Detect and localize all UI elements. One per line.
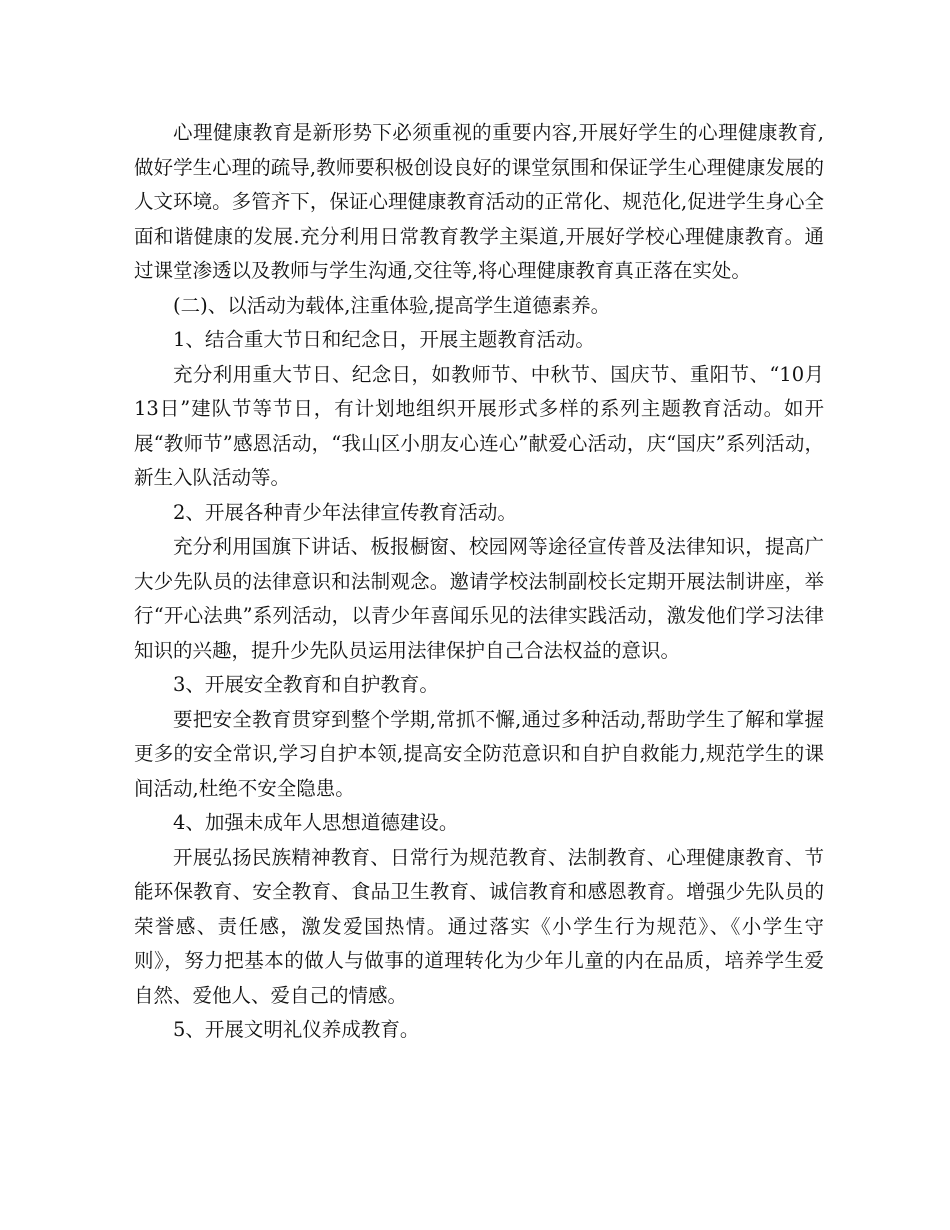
item-heading-3: 3、开展安全教育和自护教育。 — [173, 673, 439, 696]
paragraph-law-education: 充分利用国旗下讲话、板报橱窗、校园网等途径宣传普及法律知识，提高广大少先队员的法律意识和法制观念。邀请学校法制副校长定期开展法制讲座，举行“开心法典”系列活动，以青少年喜闻乐见的法律实践活动，激发他们学习法律知识的兴趣，提升少先队员运用法律保护自己合法权益的意识。 — [134, 535, 824, 662]
item-heading-4: 4、加强未成年人思想道德建设。 — [173, 811, 459, 834]
document-body — [134, 116, 824, 1048]
item-heading-1: 1、结合重大节日和纪念日，开展主题教育活动。 — [173, 328, 595, 351]
item-heading-2: 2、开展各种青少年法律宣传教育活动。 — [173, 500, 517, 524]
paragraph-moral-education: 开展弘扬民族精神教育、日常行为规范教育、法制教育、心理健康教育、节能环保教育、安全教育、食品卫生教育、诚信教育和感恩教育。增强少先队员的荣誉感、责任感，激发爱国热情。通过落实《小学生行为规范》、《小学生守则》，努力把基本的做人与做事的道理转化为少年儿童的内在品质，培养学生爱自然、爱他人、爱自己的情感。 — [134, 845, 824, 1007]
section-heading-activities: (二)、以活动为载体,注重体验,提高学生道德素养。 — [173, 293, 611, 317]
paragraph-mental-health: 心理健康教育是新形势下必须重视的重要内容,开展好学生的心理健康教育,做好学生心理的疏导,教师要积极创设良好的课堂氛围和保证学生心理健康发展的人文环境。多管齐下，保证心理健康教育活动的正常化、规范化,促进学生身心全面和谐健康的发展.充分利用日常教育教学主渠道,开展好学校心理健康教育。通过课堂渗透以及教师与学生沟通,交往等,将心理健康教育真正落在实处。 — [134, 121, 824, 282]
item-heading-5: 5、开展文明礼仪养成教育。 — [173, 1018, 420, 1041]
paragraph-festivals: 充分利用重大节日、纪念日，如教师节、中秋节、国庆节、重阳节、“10月13日”建队节等节日，有计划地组织开展形式多样的系列主题教育活动。如开展“教师节”感恩活动，“我山区小朋友心连心”献爱心活动，庆“国庆”系列活动，新生入队活动等。 — [134, 362, 824, 489]
paragraph-safety-education: 要把安全教育贯穿到整个学期,常抓不懈,通过多种活动,帮助学生了解和掌握更多的安全常识,学习自护本领,提高安全防范意识和自护自救能力,规范学生的课间活动,杜绝不安全隐患。 — [134, 707, 824, 800]
